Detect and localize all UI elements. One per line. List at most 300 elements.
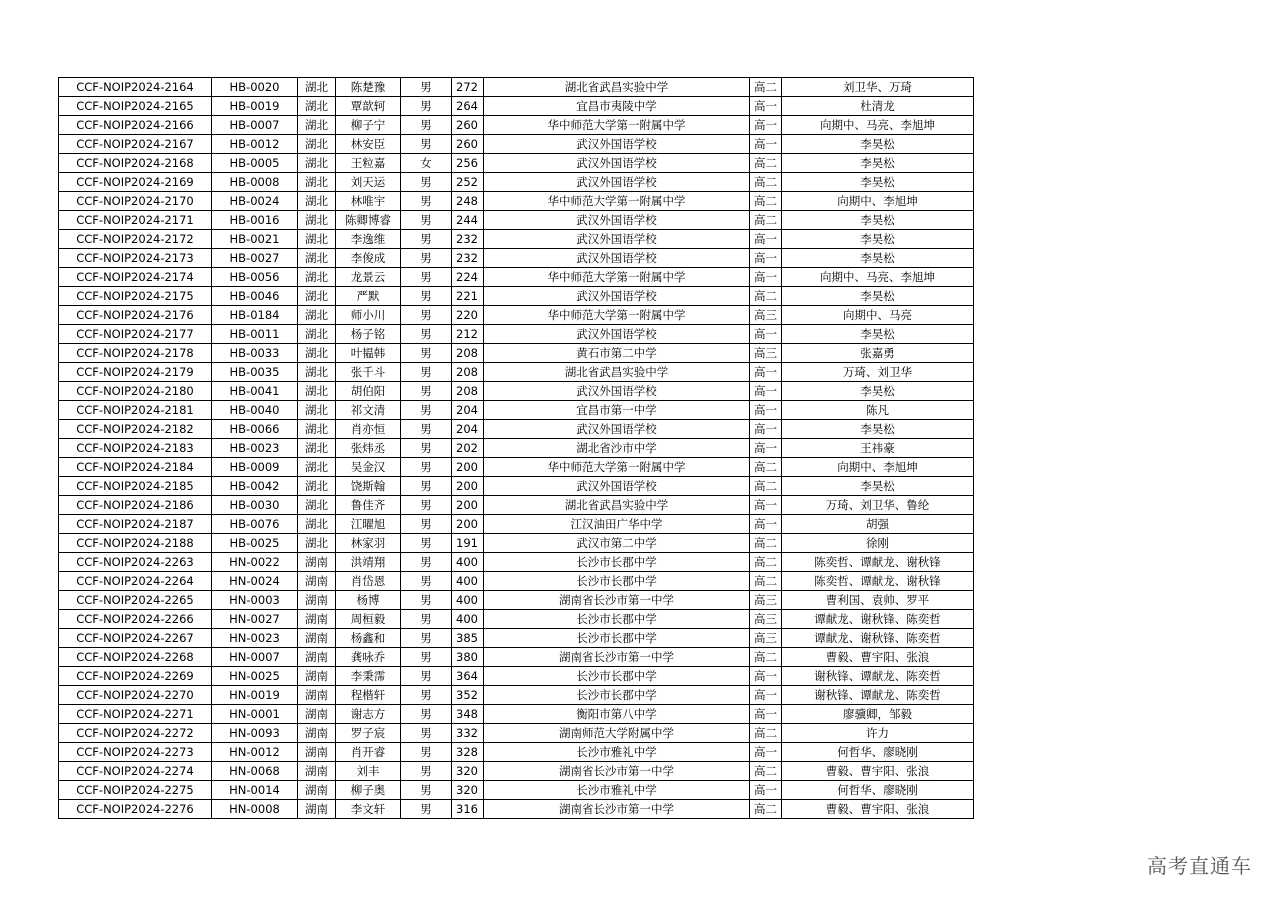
cell-school: 宜昌市夷陵中学 xyxy=(484,97,750,116)
cell-exam-id: HB-0008 xyxy=(212,173,298,192)
cell-score: 221 xyxy=(452,287,484,306)
cell-grade: 高一 xyxy=(750,705,782,724)
cell-province: 湖南 xyxy=(298,743,336,762)
cell-grade: 高三 xyxy=(750,591,782,610)
table-row xyxy=(59,743,974,762)
table-row xyxy=(59,116,974,135)
cell-gender: 男 xyxy=(401,249,452,268)
cell-gender: 男 xyxy=(401,287,452,306)
cell-gender: 男 xyxy=(401,667,452,686)
cell-exam-id: HB-0020 xyxy=(212,78,298,97)
cell-name: 陈卿博睿 xyxy=(336,211,401,230)
cell-name: 谢志方 xyxy=(336,705,401,724)
cell-grade: 高二 xyxy=(750,534,782,553)
cell-grade: 高二 xyxy=(750,800,782,819)
cell-name: 李逸维 xyxy=(336,230,401,249)
cell-cert-id: CCF-NOIP2024-2172 xyxy=(59,230,212,249)
cell-name: 胡伯阳 xyxy=(336,382,401,401)
cell-coach: 谭献龙、谢秋锋、陈奕哲 xyxy=(782,629,974,648)
cell-coach: 徐刚 xyxy=(782,534,974,553)
cell-coach: 李昊松 xyxy=(782,325,974,344)
cell-name: 饶斯翰 xyxy=(336,477,401,496)
cell-exam-id: HB-0041 xyxy=(212,382,298,401)
cell-name: 肖亦恒 xyxy=(336,420,401,439)
cell-grade: 高一 xyxy=(750,97,782,116)
cell-school: 武汉外国语学校 xyxy=(484,211,750,230)
cell-grade: 高二 xyxy=(750,477,782,496)
cell-school: 湖南省长沙市第一中学 xyxy=(484,591,750,610)
cell-score: 400 xyxy=(452,591,484,610)
cell-cert-id: CCF-NOIP2024-2171 xyxy=(59,211,212,230)
cell-coach: 李昊松 xyxy=(782,420,974,439)
cell-grade: 高一 xyxy=(750,667,782,686)
cell-gender: 男 xyxy=(401,439,452,458)
cell-province: 湖南 xyxy=(298,762,336,781)
table-row xyxy=(59,401,974,420)
cell-province: 湖北 xyxy=(298,382,336,401)
cell-score: 364 xyxy=(452,667,484,686)
cell-name: 师小川 xyxy=(336,306,401,325)
cell-grade: 高一 xyxy=(750,401,782,420)
cell-exam-id: HN-0022 xyxy=(212,553,298,572)
results-table xyxy=(58,77,974,819)
cell-exam-id: HN-0008 xyxy=(212,800,298,819)
cell-score: 248 xyxy=(452,192,484,211)
cell-grade: 高二 xyxy=(750,724,782,743)
cell-name: 吴金汉 xyxy=(336,458,401,477)
cell-exam-id: HN-0001 xyxy=(212,705,298,724)
cell-school: 湖南省长沙市第一中学 xyxy=(484,762,750,781)
results-table-container xyxy=(58,77,974,819)
cell-gender: 男 xyxy=(401,705,452,724)
cell-name: 祁文清 xyxy=(336,401,401,420)
cell-coach: 李昊松 xyxy=(782,287,974,306)
cell-grade: 高一 xyxy=(750,686,782,705)
cell-exam-id: HB-0030 xyxy=(212,496,298,515)
cell-score: 272 xyxy=(452,78,484,97)
cell-grade: 高一 xyxy=(750,268,782,287)
cell-score: 191 xyxy=(452,534,484,553)
cell-score: 244 xyxy=(452,211,484,230)
cell-score: 400 xyxy=(452,610,484,629)
cell-coach: 李昊松 xyxy=(782,230,974,249)
cell-exam-id: HN-0024 xyxy=(212,572,298,591)
cell-school: 长沙市长郡中学 xyxy=(484,686,750,705)
cell-name: 龚咏乔 xyxy=(336,648,401,667)
cell-cert-id: CCF-NOIP2024-2263 xyxy=(59,553,212,572)
cell-exam-id: HB-0184 xyxy=(212,306,298,325)
cell-name: 程楷轩 xyxy=(336,686,401,705)
cell-school: 武汉外国语学校 xyxy=(484,249,750,268)
cell-province: 湖北 xyxy=(298,344,336,363)
cell-cert-id: CCF-NOIP2024-2164 xyxy=(59,78,212,97)
cell-coach: 向期中、李旭坤 xyxy=(782,192,974,211)
cell-score: 200 xyxy=(452,477,484,496)
cell-gender: 男 xyxy=(401,515,452,534)
cell-exam-id: HB-0021 xyxy=(212,230,298,249)
cell-province: 湖北 xyxy=(298,496,336,515)
cell-grade: 高三 xyxy=(750,344,782,363)
cell-grade: 高一 xyxy=(750,515,782,534)
cell-gender: 男 xyxy=(401,572,452,591)
cell-exam-id: HB-0046 xyxy=(212,287,298,306)
cell-school: 华中师范大学第一附属中学 xyxy=(484,192,750,211)
cell-cert-id: CCF-NOIP2024-2268 xyxy=(59,648,212,667)
cell-cert-id: CCF-NOIP2024-2187 xyxy=(59,515,212,534)
cell-name: 杨子铭 xyxy=(336,325,401,344)
table-row xyxy=(59,781,974,800)
cell-coach: 胡强 xyxy=(782,515,974,534)
cell-school: 长沙市长郡中学 xyxy=(484,667,750,686)
cell-school: 武汉市第二中学 xyxy=(484,534,750,553)
cell-cert-id: CCF-NOIP2024-2188 xyxy=(59,534,212,553)
cell-gender: 男 xyxy=(401,230,452,249)
cell-score: 204 xyxy=(452,420,484,439)
cell-exam-id: HN-0025 xyxy=(212,667,298,686)
cell-coach: 李昊松 xyxy=(782,477,974,496)
cell-grade: 高二 xyxy=(750,762,782,781)
cell-name: 李秉霈 xyxy=(336,667,401,686)
cell-exam-id: HB-0005 xyxy=(212,154,298,173)
cell-coach: 万琦、刘卫华、鲁纶 xyxy=(782,496,974,515)
cell-name: 张千斗 xyxy=(336,363,401,382)
cell-gender: 男 xyxy=(401,686,452,705)
table-row xyxy=(59,496,974,515)
cell-exam-id: HB-0040 xyxy=(212,401,298,420)
cell-score: 332 xyxy=(452,724,484,743)
table-row xyxy=(59,230,974,249)
cell-score: 202 xyxy=(452,439,484,458)
table-row xyxy=(59,268,974,287)
cell-score: 260 xyxy=(452,135,484,154)
cell-cert-id: CCF-NOIP2024-2167 xyxy=(59,135,212,154)
cell-coach: 李昊松 xyxy=(782,135,974,154)
cell-school: 湖南省长沙市第一中学 xyxy=(484,800,750,819)
cell-province: 湖南 xyxy=(298,648,336,667)
cell-school: 武汉外国语学校 xyxy=(484,477,750,496)
cell-province: 湖北 xyxy=(298,230,336,249)
cell-coach: 廖骥卿，邹毅 xyxy=(782,705,974,724)
cell-grade: 高一 xyxy=(750,249,782,268)
cell-grade: 高一 xyxy=(750,230,782,249)
cell-gender: 男 xyxy=(401,629,452,648)
cell-coach: 万琦、刘卫华 xyxy=(782,363,974,382)
cell-exam-id: HN-0027 xyxy=(212,610,298,629)
cell-school: 湖北省沙市中学 xyxy=(484,439,750,458)
cell-coach: 何哲华、廖晓刚 xyxy=(782,781,974,800)
cell-school: 长沙市长郡中学 xyxy=(484,572,750,591)
cell-coach: 李昊松 xyxy=(782,249,974,268)
cell-name: 鲁佳齐 xyxy=(336,496,401,515)
cell-gender: 男 xyxy=(401,116,452,135)
cell-grade: 高一 xyxy=(750,496,782,515)
cell-exam-id: HB-0056 xyxy=(212,268,298,287)
cell-name: 周桓毅 xyxy=(336,610,401,629)
cell-province: 湖北 xyxy=(298,458,336,477)
cell-cert-id: CCF-NOIP2024-2184 xyxy=(59,458,212,477)
cell-gender: 男 xyxy=(401,610,452,629)
cell-school: 宜昌市第一中学 xyxy=(484,401,750,420)
table-row xyxy=(59,515,974,534)
cell-exam-id: HB-0023 xyxy=(212,439,298,458)
cell-school: 武汉外国语学校 xyxy=(484,154,750,173)
cell-grade: 高二 xyxy=(750,173,782,192)
cell-cert-id: CCF-NOIP2024-2274 xyxy=(59,762,212,781)
cell-score: 348 xyxy=(452,705,484,724)
cell-score: 385 xyxy=(452,629,484,648)
cell-name: 肖开睿 xyxy=(336,743,401,762)
cell-grade: 高三 xyxy=(750,610,782,629)
cell-score: 256 xyxy=(452,154,484,173)
table-row xyxy=(59,135,974,154)
cell-province: 湖北 xyxy=(298,420,336,439)
cell-gender: 男 xyxy=(401,306,452,325)
cell-school: 江汉油田广华中学 xyxy=(484,515,750,534)
cell-school: 武汉外国语学校 xyxy=(484,382,750,401)
cell-grade: 高一 xyxy=(750,363,782,382)
table-row xyxy=(59,610,974,629)
cell-name: 覃歆轲 xyxy=(336,97,401,116)
cell-grade: 高一 xyxy=(750,439,782,458)
cell-school: 武汉外国语学校 xyxy=(484,230,750,249)
cell-cert-id: CCF-NOIP2024-2267 xyxy=(59,629,212,648)
cell-province: 湖北 xyxy=(298,515,336,534)
cell-school: 长沙市长郡中学 xyxy=(484,610,750,629)
cell-grade: 高二 xyxy=(750,211,782,230)
cell-gender: 男 xyxy=(401,268,452,287)
table-row xyxy=(59,420,974,439)
cell-gender: 男 xyxy=(401,211,452,230)
cell-grade: 高三 xyxy=(750,306,782,325)
cell-coach: 向期中、马亮 xyxy=(782,306,974,325)
cell-cert-id: CCF-NOIP2024-2180 xyxy=(59,382,212,401)
cell-score: 232 xyxy=(452,230,484,249)
cell-grade: 高二 xyxy=(750,192,782,211)
table-row xyxy=(59,382,974,401)
table-row xyxy=(59,629,974,648)
table-row xyxy=(59,192,974,211)
table-row xyxy=(59,800,974,819)
table-row xyxy=(59,705,974,724)
cell-coach: 陈奕哲、谭献龙、谢秋锋 xyxy=(782,553,974,572)
cell-province: 湖南 xyxy=(298,667,336,686)
cell-coach: 向期中、马亮、李旭坤 xyxy=(782,268,974,287)
cell-cert-id: CCF-NOIP2024-2185 xyxy=(59,477,212,496)
cell-exam-id: HB-0027 xyxy=(212,249,298,268)
cell-name: 杨鑫和 xyxy=(336,629,401,648)
cell-province: 湖北 xyxy=(298,439,336,458)
cell-gender: 男 xyxy=(401,382,452,401)
cell-province: 湖南 xyxy=(298,629,336,648)
cell-gender: 男 xyxy=(401,344,452,363)
cell-coach: 曹利国、袁帅、罗平 xyxy=(782,591,974,610)
cell-name: 李俊成 xyxy=(336,249,401,268)
table-row xyxy=(59,439,974,458)
cell-score: 316 xyxy=(452,800,484,819)
cell-grade: 高一 xyxy=(750,325,782,344)
results-table-body xyxy=(59,78,974,819)
cell-cert-id: CCF-NOIP2024-2173 xyxy=(59,249,212,268)
cell-grade: 高二 xyxy=(750,553,782,572)
cell-coach: 陈奕哲、谭献龙、谢秋锋 xyxy=(782,572,974,591)
cell-name: 叶韫韩 xyxy=(336,344,401,363)
cell-school: 长沙市雅礼中学 xyxy=(484,781,750,800)
cell-gender: 男 xyxy=(401,724,452,743)
cell-school: 衡阳市第八中学 xyxy=(484,705,750,724)
cell-school: 武汉外国语学校 xyxy=(484,420,750,439)
cell-coach: 王祎豪 xyxy=(782,439,974,458)
cell-score: 220 xyxy=(452,306,484,325)
cell-province: 湖北 xyxy=(298,325,336,344)
cell-school: 长沙市长郡中学 xyxy=(484,553,750,572)
table-row xyxy=(59,154,974,173)
cell-coach: 谭献龙、谢秋锋、陈奕哲 xyxy=(782,610,974,629)
cell-cert-id: CCF-NOIP2024-2168 xyxy=(59,154,212,173)
table-row xyxy=(59,572,974,591)
cell-score: 212 xyxy=(452,325,484,344)
cell-province: 湖南 xyxy=(298,591,336,610)
cell-province: 湖北 xyxy=(298,211,336,230)
cell-score: 208 xyxy=(452,363,484,382)
cell-coach: 陈凡 xyxy=(782,401,974,420)
cell-school: 湖南省长沙市第一中学 xyxy=(484,648,750,667)
cell-gender: 男 xyxy=(401,192,452,211)
cell-score: 260 xyxy=(452,116,484,135)
table-row xyxy=(59,591,974,610)
cell-cert-id: CCF-NOIP2024-2165 xyxy=(59,97,212,116)
cell-gender: 男 xyxy=(401,781,452,800)
table-row xyxy=(59,553,974,572)
cell-province: 湖南 xyxy=(298,800,336,819)
cell-gender: 男 xyxy=(401,762,452,781)
cell-grade: 高二 xyxy=(750,458,782,477)
table-row xyxy=(59,344,974,363)
cell-score: 200 xyxy=(452,496,484,515)
table-row xyxy=(59,477,974,496)
cell-school: 湖北省武昌实验中学 xyxy=(484,363,750,382)
cell-score: 320 xyxy=(452,781,484,800)
cell-score: 200 xyxy=(452,458,484,477)
cell-coach: 何哲华、廖晓刚 xyxy=(782,743,974,762)
cell-cert-id: CCF-NOIP2024-2181 xyxy=(59,401,212,420)
cell-name: 刘天运 xyxy=(336,173,401,192)
cell-exam-id: HB-0016 xyxy=(212,211,298,230)
cell-gender: 男 xyxy=(401,477,452,496)
cell-coach: 许力 xyxy=(782,724,974,743)
cell-grade: 高一 xyxy=(750,420,782,439)
cell-exam-id: HN-0023 xyxy=(212,629,298,648)
cell-school: 华中师范大学第一附属中学 xyxy=(484,116,750,135)
cell-score: 232 xyxy=(452,249,484,268)
cell-gender: 男 xyxy=(401,363,452,382)
cell-name: 张炜丞 xyxy=(336,439,401,458)
cell-name: 王粒嘉 xyxy=(336,154,401,173)
cell-grade: 高二 xyxy=(750,287,782,306)
cell-score: 208 xyxy=(452,382,484,401)
cell-province: 湖南 xyxy=(298,572,336,591)
cell-province: 湖北 xyxy=(298,97,336,116)
cell-grade: 高一 xyxy=(750,743,782,762)
cell-exam-id: HN-0068 xyxy=(212,762,298,781)
cell-score: 400 xyxy=(452,553,484,572)
cell-exam-id: HN-0019 xyxy=(212,686,298,705)
cell-coach: 李昊松 xyxy=(782,211,974,230)
table-row xyxy=(59,249,974,268)
cell-cert-id: CCF-NOIP2024-2177 xyxy=(59,325,212,344)
cell-score: 380 xyxy=(452,648,484,667)
cell-name: 陈楚豫 xyxy=(336,78,401,97)
table-row xyxy=(59,762,974,781)
cell-gender: 男 xyxy=(401,173,452,192)
table-row xyxy=(59,724,974,743)
cell-province: 湖南 xyxy=(298,705,336,724)
cell-exam-id: HB-0033 xyxy=(212,344,298,363)
cell-exam-id: HN-0003 xyxy=(212,591,298,610)
cell-coach: 李昊松 xyxy=(782,173,974,192)
cell-exam-id: HB-0024 xyxy=(212,192,298,211)
cell-name: 林唯宇 xyxy=(336,192,401,211)
cell-exam-id: HB-0011 xyxy=(212,325,298,344)
cell-province: 湖北 xyxy=(298,306,336,325)
cell-province: 湖北 xyxy=(298,363,336,382)
cell-school: 武汉外国语学校 xyxy=(484,287,750,306)
cell-exam-id: HB-0009 xyxy=(212,458,298,477)
cell-score: 400 xyxy=(452,572,484,591)
cell-coach: 谢秋锋、谭献龙、陈奕哲 xyxy=(782,667,974,686)
cell-coach: 张嘉勇 xyxy=(782,344,974,363)
cell-cert-id: CCF-NOIP2024-2178 xyxy=(59,344,212,363)
cell-coach: 李昊松 xyxy=(782,382,974,401)
cell-gender: 男 xyxy=(401,496,452,515)
cell-score: 252 xyxy=(452,173,484,192)
cell-cert-id: CCF-NOIP2024-2269 xyxy=(59,667,212,686)
cell-score: 224 xyxy=(452,268,484,287)
table-row xyxy=(59,667,974,686)
cell-grade: 高二 xyxy=(750,572,782,591)
cell-gender: 男 xyxy=(401,97,452,116)
cell-exam-id: HB-0035 xyxy=(212,363,298,382)
cell-province: 湖南 xyxy=(298,553,336,572)
cell-coach: 曹毅、曹宇阳、张浪 xyxy=(782,648,974,667)
cell-cert-id: CCF-NOIP2024-2169 xyxy=(59,173,212,192)
cell-name: 柳子宁 xyxy=(336,116,401,135)
cell-cert-id: CCF-NOIP2024-2265 xyxy=(59,591,212,610)
cell-province: 湖北 xyxy=(298,401,336,420)
cell-cert-id: CCF-NOIP2024-2179 xyxy=(59,363,212,382)
cell-grade: 高一 xyxy=(750,135,782,154)
cell-province: 湖北 xyxy=(298,287,336,306)
cell-gender: 男 xyxy=(401,534,452,553)
cell-cert-id: CCF-NOIP2024-2264 xyxy=(59,572,212,591)
table-row xyxy=(59,648,974,667)
table-row xyxy=(59,686,974,705)
cell-province: 湖南 xyxy=(298,610,336,629)
cell-school: 武汉外国语学校 xyxy=(484,325,750,344)
cell-name: 严默 xyxy=(336,287,401,306)
cell-score: 200 xyxy=(452,515,484,534)
cell-gender: 男 xyxy=(401,135,452,154)
cell-cert-id: CCF-NOIP2024-2183 xyxy=(59,439,212,458)
cell-exam-id: HB-0042 xyxy=(212,477,298,496)
cell-score: 264 xyxy=(452,97,484,116)
cell-province: 湖北 xyxy=(298,477,336,496)
cell-score: 328 xyxy=(452,743,484,762)
cell-school: 湖北省武昌实验中学 xyxy=(484,78,750,97)
cell-name: 林安臣 xyxy=(336,135,401,154)
cell-gender: 女 xyxy=(401,154,452,173)
cell-school: 长沙市长郡中学 xyxy=(484,629,750,648)
cell-exam-id: HB-0025 xyxy=(212,534,298,553)
